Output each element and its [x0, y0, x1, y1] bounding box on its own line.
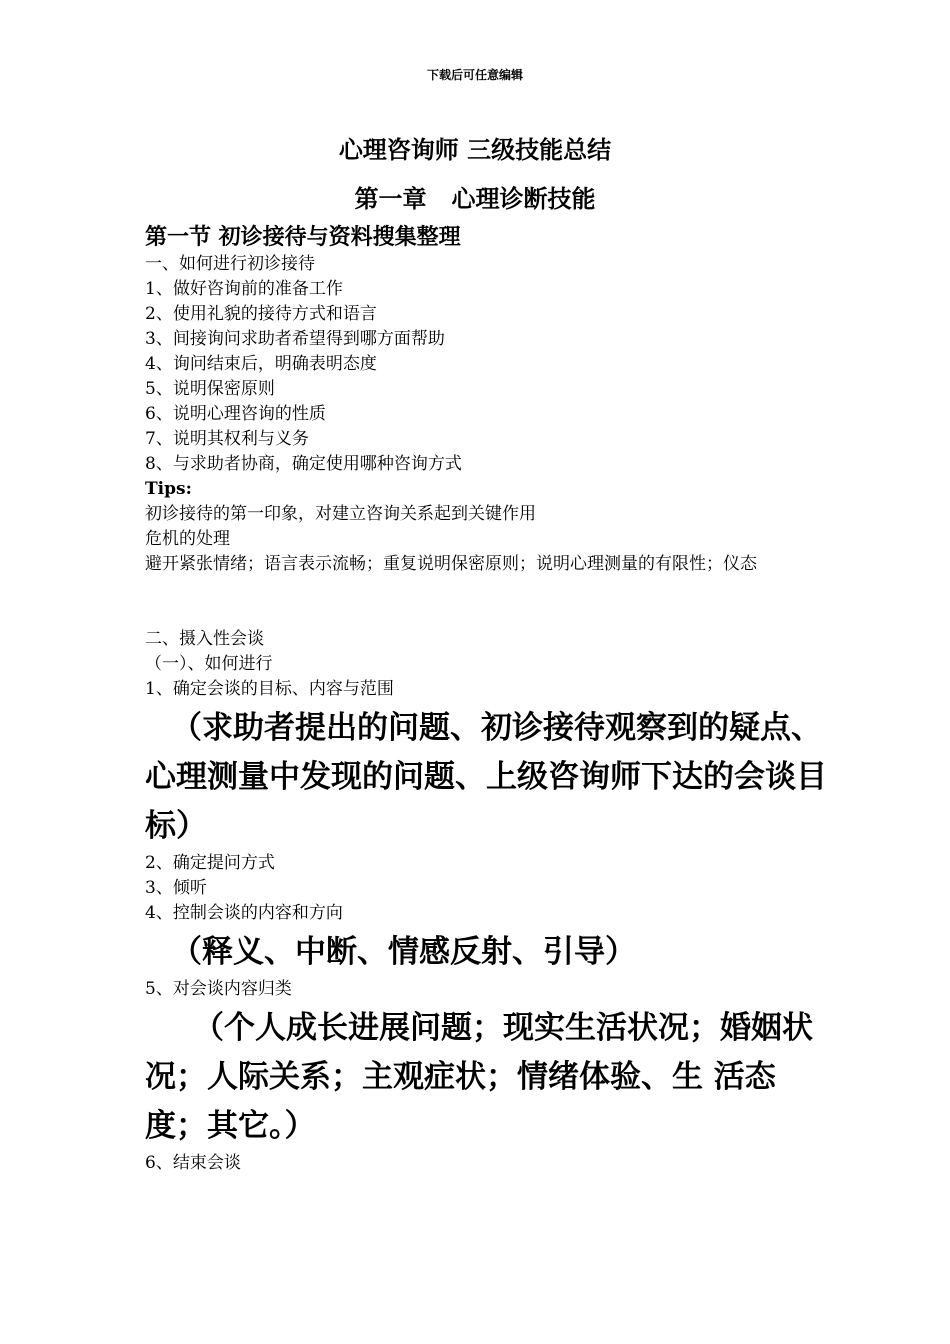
list-item-detail: （个人成长进展问题；现实生活状况；婚姻状况；人际关系；主观症状；情绪体验、生 活态度；其它。） — [145, 1010, 813, 1144]
list-item: 3、间接询问求助者希望得到哪方面帮助 — [145, 329, 445, 349]
spacer — [145, 577, 835, 627]
list-item: 7、说明其权利与义务 — [145, 429, 309, 449]
list-item: 6、说明心理咨询的性质 — [145, 404, 326, 424]
document-title: 心理咨询师 三级技能总结 — [338, 135, 612, 164]
list-item-detail: （求助者提出的问题、初诊接待观察到的疑点、心理测量中发现的问题、上级咨询师下达的会谈目标） — [145, 710, 827, 844]
header-note: 下载后可任意编辑 — [426, 68, 523, 82]
list-item: 4、控制会谈的内容和方向 — [145, 903, 343, 923]
document-body — [145, 222, 835, 1176]
list-item: 4、询问结束后，明确表明态度 — [145, 354, 377, 374]
list-item: 8、与求助者协商，确定使用哪种咨询方式 — [145, 454, 462, 474]
list-item: 5、对会谈内容归类 — [145, 979, 292, 999]
crisis-text: 避开紧张情绪；语言表示流畅；重复说明保密原则；说明心理测量的有限性；仪态 — [145, 554, 757, 574]
list-item: 1、确定会谈的目标、内容与范围 — [145, 679, 394, 699]
list-item: 1、做好咨询前的准备工作 — [145, 279, 343, 299]
list-item: 2、使用礼貌的接待方式和语言 — [145, 304, 377, 324]
list-item: 6、结束会谈 — [145, 1153, 241, 1173]
tips-label: Tips: — [145, 479, 192, 499]
part-heading: 二、摄入性会谈 — [145, 629, 264, 649]
crisis-heading: 危机的处理 — [145, 529, 230, 549]
tip-text: 初诊接待的第一印象，对建立咨询关系起到关键作用 — [145, 504, 536, 524]
list-item: 2、确定提问方式 — [145, 853, 275, 873]
part-heading: 一、如何进行初诊接待 — [145, 254, 315, 274]
list-item-detail: （释义、中断、情感反射、引导） — [171, 934, 636, 970]
chapter-title: 第一章 心理诊断技能 — [354, 184, 596, 213]
list-item: 5、说明保密原则 — [145, 379, 275, 399]
sub-heading: （一）、如何进行 — [145, 654, 273, 674]
list-item: 3、倾听 — [145, 878, 207, 898]
section-title: 第一节 初诊接待与资料搜集整理 — [145, 224, 461, 250]
